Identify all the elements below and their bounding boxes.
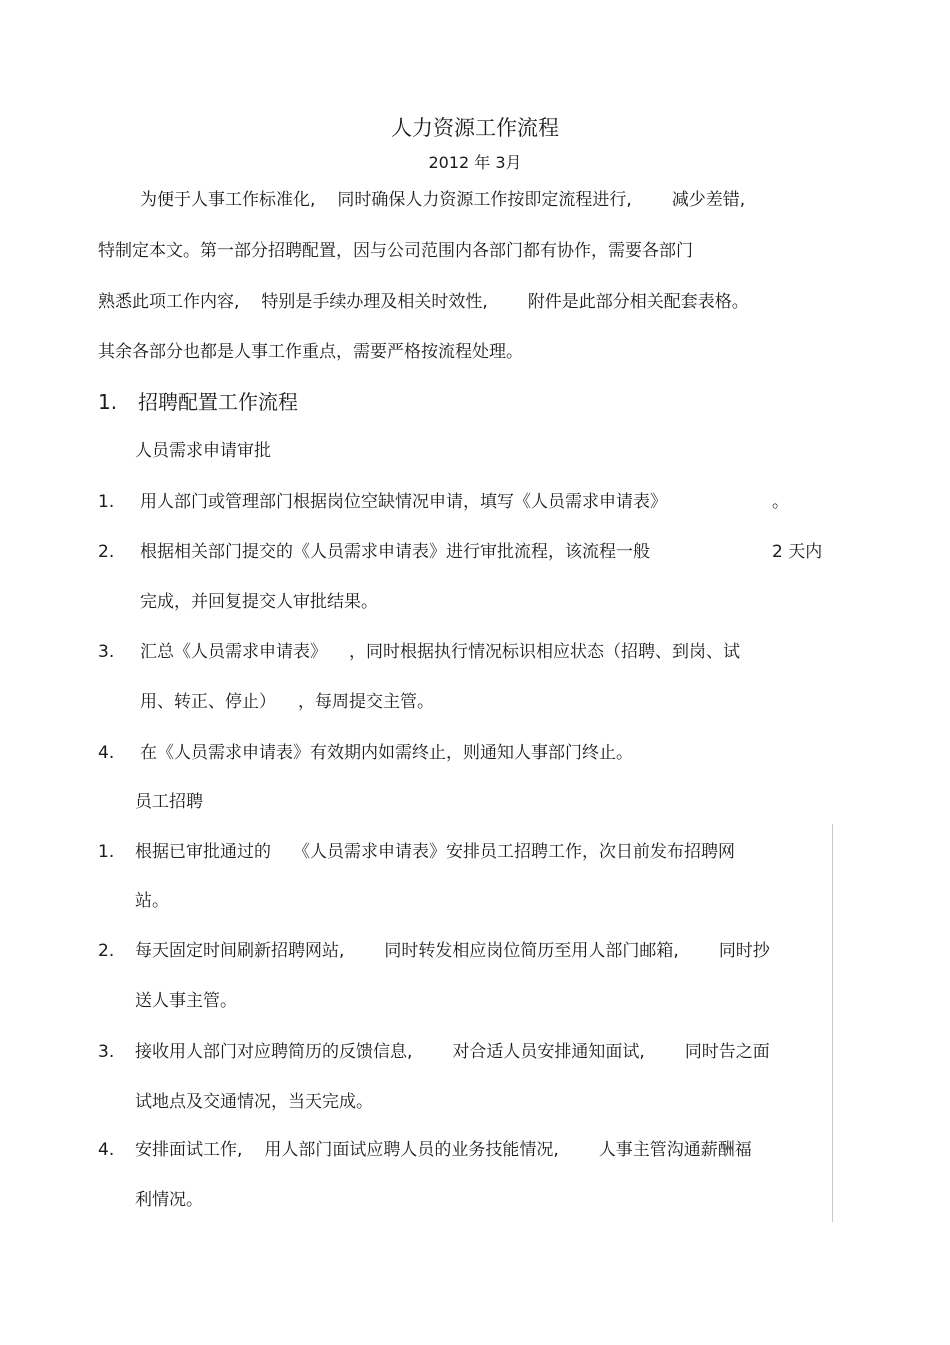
list-item: 用人部门或管理部门根据岗位空缺情况申请，填写《人员需求申请表》 [140,492,667,512]
list-number: 3. [98,642,115,662]
list-text: 用人部门面试应聘人员的业务技能情况, [264,1140,559,1160]
list-item [135,1138,752,1162]
list-item-continued: 完成，并回复提交人审批结果。 [140,592,378,612]
subsection-title: 人员需求申请审批 [135,441,271,461]
list-text: 接收用人部门对应聘简历的反馈信息, [135,1042,413,1062]
document-date: 2012 年 3月 [428,153,522,172]
list-item-end: 2 天内 [772,542,823,562]
list-text: 人事主管沟通薪酬福 [598,1140,752,1160]
list-text: 同时告之面 [684,1042,770,1062]
list-text: ，每周提交主管。 [298,692,434,712]
list-number: 1. [98,842,115,862]
margin-rule [832,824,833,1222]
list-item-continued: 送人事主管。 [135,991,237,1011]
intro-text: 为便于人事工作标准化, [140,190,316,210]
document-title: 人力资源工作流程 [391,116,559,140]
list-item [135,840,735,864]
list-text: 《人员需求申请表》安排员工招聘工作，次日前发布招聘网 [293,842,735,862]
intro-text: 熟悉此项工作内容, [98,292,240,312]
list-text: 每天固定时间刷新招聘网站, [135,941,345,961]
list-item-continued: 试地点及交通情况，当天完成。 [135,1092,373,1112]
list-item [135,939,770,963]
list-text: 同时抄 [718,941,770,961]
list-text: ，同时根据执行情况标识相应状态（招聘、到岗、试 [349,642,740,662]
section-title: 招聘配置工作流程 [138,390,298,414]
list-item: 在《人员需求申请表》有效期内如需终止，则通知人事部门终止。 [140,743,633,763]
list-item-continued [140,690,434,714]
intro-text: 减少差错, [671,190,746,210]
intro-line-2: 特制定本文。第一部分招聘配置，因与公司范围内各部门都有协作，需要各部门 [98,241,693,261]
list-item-continued: 站。 [135,891,169,911]
list-text: 对合适人员安排通知面试, [452,1042,645,1062]
list-item-end: 。 [772,492,789,512]
intro-text: 附件是此部分相关配套表格。 [527,292,749,312]
list-item-continued: 利情况。 [135,1190,203,1210]
list-item: 根据相关部门提交的《人员需求申请表》进行审批流程，该流程一般 [140,542,650,562]
intro-text: 同时确保人力资源工作按即定流程进行, [337,190,632,210]
list-number: 2. [98,542,115,562]
subsection-title: 员工招聘 [135,792,203,812]
intro-line-3 [98,290,749,314]
list-text: 用、转正、停止） [140,692,276,712]
intro-line-4: 其余各部分也都是人事工作重点，需要严格按流程处理。 [98,342,523,362]
section-number: 1. [98,390,118,414]
list-text: 汇总《人员需求申请表》 [140,642,327,662]
list-number: 1. [98,492,115,512]
list-item [135,1040,770,1064]
intro-line-1 [140,188,745,212]
list-text: 根据已审批通过的 [135,842,271,862]
list-number: 4. [98,1140,115,1160]
list-number: 4. [98,743,115,763]
list-text: 安排面试工作, [135,1140,243,1160]
list-text: 同时转发相应岗位简历至用人部门邮箱, [384,941,679,961]
intro-text: 特别是手续办理及相关时效性, [261,292,488,312]
list-number: 3. [98,1042,115,1062]
list-number: 2. [98,941,115,961]
list-item [140,640,740,664]
